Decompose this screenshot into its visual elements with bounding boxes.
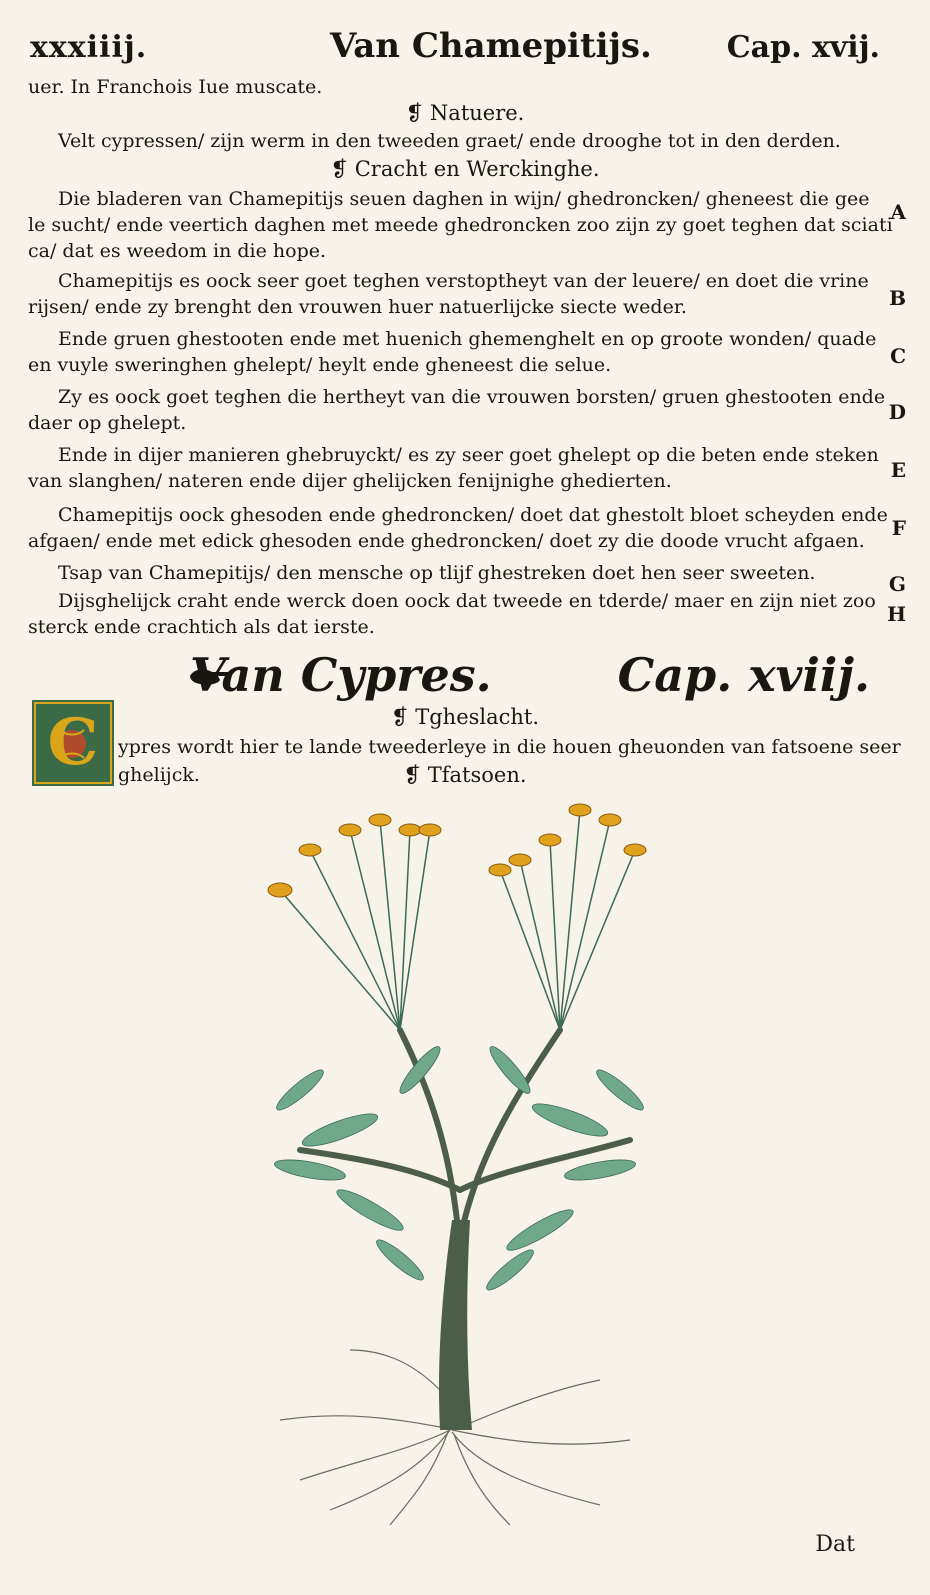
margin-letter: B <box>889 286 906 310</box>
text-line: uer. In Franchois Iue muscate. <box>28 76 323 98</box>
text-line: le sucht/ ende veertich daghen met meede ghedroncken zoo zijn zy goet teghen dat sciati <box>28 214 893 236</box>
chapter-title: Van Cypres. <box>190 648 492 702</box>
text-line: Zy es oock goet teghen die hertheyt van die vrouwen borsten/ gruen ghestooten ende <box>58 386 886 408</box>
section-heading-natuere: ❡ Natuere. <box>405 101 525 125</box>
running-title: Van Chamepitijs. <box>330 26 652 66</box>
heading-text: Tfatsoen. <box>427 763 527 787</box>
text-line: rijsen/ ende zy brenght den vrouwen huer natuerlijcke siecte weder. <box>28 296 687 318</box>
heading-text: Cracht en Werckinghe. <box>354 157 600 181</box>
chapter-number: Cap. xvij. <box>726 30 880 65</box>
folio-number: xxxiiij. <box>30 30 148 65</box>
margin-letter: A <box>890 200 906 224</box>
heading-text: Tgheslacht. <box>415 705 540 729</box>
heading-text: Natuere. <box>429 101 525 125</box>
section-heading-gheslacht: ❡ Tgheslacht. <box>390 705 540 729</box>
text-line: sterck ende crachtich als dat ierste. <box>28 616 375 638</box>
text-line: afgaen/ ende met edick ghesoden ende ghedroncken/ doet zy die doode vrucht afgaen. <box>28 530 865 552</box>
flower-stalks <box>280 810 635 1030</box>
text-line: Die bladeren van Chamepitijs seuen daghen in wijn/ ghedroncken/ gheneest die gee <box>58 188 870 210</box>
text-line: daer op ghelept. <box>28 412 187 434</box>
text-line: Chamepitijs oock ghesoden ende ghedroncken/ doet dat ghestolt bloet scheyden ende <box>58 504 888 526</box>
text-line: Ende in dijer manieren ghebruyckt/ es zy seer goet ghelept op die beten ende steken <box>58 444 879 466</box>
chapter-number: Cap. xviij. <box>617 648 870 702</box>
text-line: en vuyle sweringhen ghelept/ heylt ende gheneest die selue. <box>28 354 612 376</box>
text-line: Chamepitijs es oock seer goet teghen verstoptheyt van der leuere/ en doet die vrine <box>58 270 869 292</box>
text-line: Tsap van Chamepitijs/ den mensche op tlijf ghestreken doet hen seer sweeten. <box>58 562 816 584</box>
margin-letter: H <box>887 602 906 626</box>
margin-letter: E <box>890 458 906 482</box>
page-header <box>30 22 880 72</box>
plant-illustration <box>240 790 660 1530</box>
text-line: ca/ dat es weedom in die hope. <box>28 240 327 262</box>
margin-letter: F <box>891 516 906 540</box>
text-line: ypres wordt hier te lande tweederleye in die houen gheuonden van fatsoene seer <box>118 736 901 758</box>
margin-letter: D <box>888 400 906 424</box>
text-line: Ende gruen ghestooten ende met huenich ghemenghelt en op groote wonden/ quade <box>58 328 877 350</box>
initial-letter: C <box>47 705 99 780</box>
text-line: ghelijck. <box>118 764 200 786</box>
plant-stem <box>439 1220 472 1430</box>
margin-letter: G <box>888 572 906 596</box>
catchword: Dat <box>815 1532 855 1557</box>
section-heading-cracht: ❡ Cracht en Werckinghe. <box>330 157 600 181</box>
text-line: Dijsghelijck craht ende werck doen oock dat tweede en tderde/ maer en zijn niet zoo <box>58 590 876 612</box>
text-line: van slanghen/ nateren ende dijer ghelijcken fenijnighe ghedierten. <box>28 470 672 492</box>
text-line: Velt cypressen/ zijn werm in den tweeden graet/ ende drooghe tot in den derden. <box>58 130 841 152</box>
margin-letter: C <box>890 344 906 368</box>
section-heading-fatsoen: ❡ Tfatsoen. <box>403 763 527 787</box>
flower-heads <box>268 804 646 897</box>
